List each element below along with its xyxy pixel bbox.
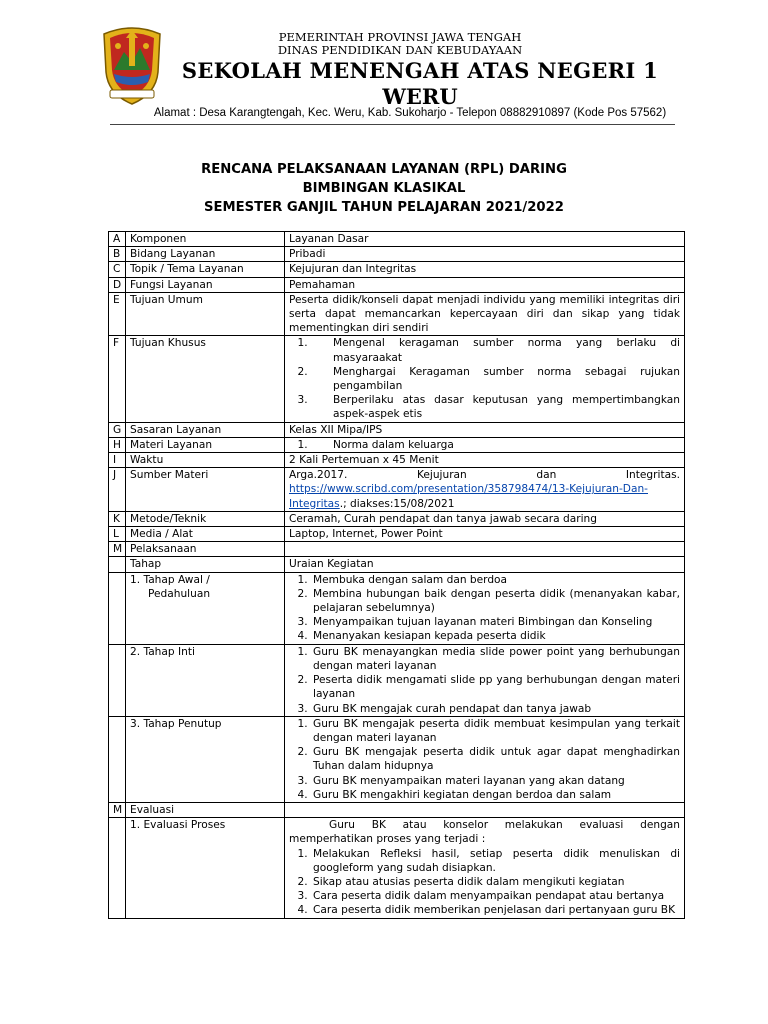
list-item: 4. Guru BK mengakhiri kegiatan dengan berdoa dan salam xyxy=(311,788,680,802)
row-code: L xyxy=(109,527,126,542)
row-value xyxy=(285,437,685,452)
row-value: Layanan Dasar xyxy=(285,232,685,247)
table-row xyxy=(109,292,685,336)
row-value: Peserta didik/konseli dapat menjadi individu yang memiliki integritas diri serta dapat memancarkan kepercayaan diri dan sikap yang tidak mementingkan diri sendiri xyxy=(285,292,685,336)
stage-label xyxy=(126,572,285,644)
row-label: Sumber Materi xyxy=(126,468,285,512)
letterhead xyxy=(0,0,768,130)
row-value: Pribadi xyxy=(285,247,685,262)
row-value xyxy=(285,802,685,817)
row-code xyxy=(109,572,126,644)
row-code: G xyxy=(109,422,126,437)
list-item: 1. Melakukan Refleksi hasil, setiap peserta didik menuliskan di googleform yang sudah disiapkan. xyxy=(311,847,680,875)
list-item: 2. Peserta didik mengamati slide pp yang berhubungan dengan materi layanan xyxy=(311,673,680,701)
table-row xyxy=(109,262,685,277)
row-code: M xyxy=(109,802,126,817)
column-header-tahap: Tahap xyxy=(126,557,285,572)
row-label: Materi Layanan xyxy=(126,437,285,452)
column-header-uraian: Uraian Kegiatan xyxy=(285,557,685,572)
row-value: Kelas XII Mipa/IPS xyxy=(285,422,685,437)
list-item: 4. Menanyakan kesiapan kepada peserta didik xyxy=(311,629,680,643)
stage-activities xyxy=(285,716,685,802)
row-code: A xyxy=(109,232,126,247)
stage-label: 3. Tahap Penutup xyxy=(126,716,285,802)
stage-name: 1. Tahap Awal / xyxy=(130,573,210,586)
document-title: RENCANA PELAKSANAAN LAYANAN (RPL) DARING xyxy=(201,162,567,177)
row-label: Bidang Layanan xyxy=(126,247,285,262)
activity-list xyxy=(289,573,680,644)
table-row xyxy=(109,247,685,262)
school-address: Alamat : Desa Karangtengah, Kec. Weru, Kab. Sukoharjo - Telepon 08882910897 (Kode Pos 57562) xyxy=(153,107,667,119)
row-code: H xyxy=(109,437,126,452)
table-row xyxy=(109,336,685,422)
list-item: 1. Guru BK menayangkan media slide power point yang berhubungan dengan materi layanan xyxy=(311,645,680,673)
evaluation-process-label: 1. Evaluasi Proses xyxy=(126,818,285,918)
table-row xyxy=(109,422,685,437)
row-label: Komponen xyxy=(126,232,285,247)
row-label: Pelaksanaan xyxy=(126,542,285,557)
table-row xyxy=(109,557,685,572)
row-label: Evaluasi xyxy=(126,802,285,817)
list-item: 3. Menyampaikan tujuan layanan materi Bimbingan dan Konseling xyxy=(311,615,680,629)
list-item: 3. Cara peserta didik dalam menyampaikan pendapat atau bertanya xyxy=(311,889,680,903)
stage-activities xyxy=(285,572,685,644)
row-value: 2 Kali Pertemuan x 45 Menit xyxy=(285,453,685,468)
row-label: Waktu xyxy=(126,453,285,468)
row-code: D xyxy=(109,277,126,292)
row-value: Kejujuran dan Integritas xyxy=(285,262,685,277)
material-list xyxy=(289,438,680,452)
rpl-table xyxy=(108,231,685,919)
stage-activities xyxy=(285,644,685,716)
row-label: Topik / Tema Layanan xyxy=(126,262,285,277)
row-code: J xyxy=(109,468,126,512)
document-subtitle: BIMBINGAN KLASIKAL xyxy=(302,181,466,196)
table-row xyxy=(109,453,685,468)
row-label: Tujuan Khusus xyxy=(126,336,285,422)
row-code xyxy=(109,557,126,572)
row-code xyxy=(109,644,126,716)
list-item: 2. Menghargai Keragaman sumber norma sebagai rujukan pengambilan xyxy=(311,365,680,393)
row-label: Fungsi Layanan xyxy=(126,277,285,292)
table-row xyxy=(109,527,685,542)
list-item: 1. Guru BK mengajak peserta didik membuat kesimpulan yang terkait dengan materi layanan xyxy=(311,717,680,745)
table-row xyxy=(109,716,685,802)
row-code: E xyxy=(109,292,126,336)
list-item: 2. Sikap atau atusias peserta didik dalam mengikuti kegiatan xyxy=(311,875,680,889)
row-value xyxy=(285,336,685,422)
row-value: Laptop, Internet, Power Point xyxy=(285,527,685,542)
list-item: 2. Guru BK mengajak peserta didik untuk agar dapat menghadirkan Tuhan dalam hidupnya xyxy=(311,745,680,773)
department-name: DINAS PENDIDIKAN DAN KEBUDAYAAN xyxy=(277,43,523,57)
table-row xyxy=(109,572,685,644)
government-name: PEMERINTAH PROVINSI JAWA TENGAH xyxy=(278,30,522,44)
row-code: M xyxy=(109,542,126,557)
list-item: 1. Membuka dengan salam dan berdoa xyxy=(311,573,680,587)
row-value: Ceramah, Curah pendapat dan tanya jawab secara daring xyxy=(285,511,685,526)
list-item: 4. Cara peserta didik memberikan penjelasan dari pertanyaan guru BK xyxy=(311,903,680,917)
table-row xyxy=(109,511,685,526)
list-item: 1. Norma dalam keluarga xyxy=(311,438,680,452)
table-row xyxy=(109,818,685,918)
list-item: 3. Berperilaku atas dasar keputusan yang mempertimbangkan aspek-aspek etis xyxy=(311,393,680,421)
row-label: Media / Alat xyxy=(126,527,285,542)
access-date: .; diakses:15/08/2021 xyxy=(339,497,455,510)
table-row xyxy=(109,232,685,247)
stage-label: 2. Tahap Inti xyxy=(126,644,285,716)
row-value xyxy=(285,468,685,512)
stage-name-cont: Pedahuluan xyxy=(148,587,211,600)
evaluation-list xyxy=(289,847,680,918)
table-row xyxy=(109,437,685,452)
row-code: I xyxy=(109,453,126,468)
activity-list xyxy=(289,717,680,802)
row-code: K xyxy=(109,511,126,526)
list-item: 2. Membina hubungan baik dengan peserta didik (menanyakan kabar, pelajaran sebelumnya) xyxy=(311,587,680,615)
row-code: F xyxy=(109,336,126,422)
evaluation-intro: Guru BK atau konselor melakukan evaluasi dengan memperhatikan proses yang terjadi : xyxy=(289,819,680,846)
header-divider xyxy=(110,124,675,125)
school-name-line1: SEKOLAH MENENGAH ATAS NEGERI 1 xyxy=(181,58,659,83)
table-row xyxy=(109,468,685,512)
table-row xyxy=(109,542,685,557)
document-semester: SEMESTER GANJIL TAHUN PELAJARAN 2021/2022 xyxy=(204,200,564,215)
row-code xyxy=(109,818,126,918)
row-code: B xyxy=(109,247,126,262)
row-label: Tujuan Umum xyxy=(126,292,285,336)
row-label: Sasaran Layanan xyxy=(126,422,285,437)
row-value xyxy=(285,542,685,557)
row-label: Metode/Teknik xyxy=(126,511,285,526)
source-link[interactable]: https://www.scribd.com/presentation/358798474/13-Kejujuran-Dan-Integritas xyxy=(289,483,648,510)
source-citation: Arga.2017. Kejujuran dan Integritas. xyxy=(289,469,680,482)
row-value: Pemahaman xyxy=(285,277,685,292)
table-row xyxy=(109,802,685,817)
list-item: 3. Guru BK mengajak curah pendapat dan tanya jawab xyxy=(311,702,680,716)
table-row xyxy=(109,644,685,716)
specific-goals-list xyxy=(289,336,680,421)
list-item: 3. Guru BK menyampaikan materi layanan yang akan datang xyxy=(311,774,680,788)
table-row xyxy=(109,277,685,292)
school-name-line2: WERU xyxy=(382,84,458,109)
row-code xyxy=(109,716,126,802)
list-item: 1. Mengenal keragaman sumber norma yang berlaku di masyaraakat xyxy=(311,336,680,364)
activity-list xyxy=(289,645,680,716)
row-code: C xyxy=(109,262,126,277)
evaluation-process xyxy=(285,818,685,918)
